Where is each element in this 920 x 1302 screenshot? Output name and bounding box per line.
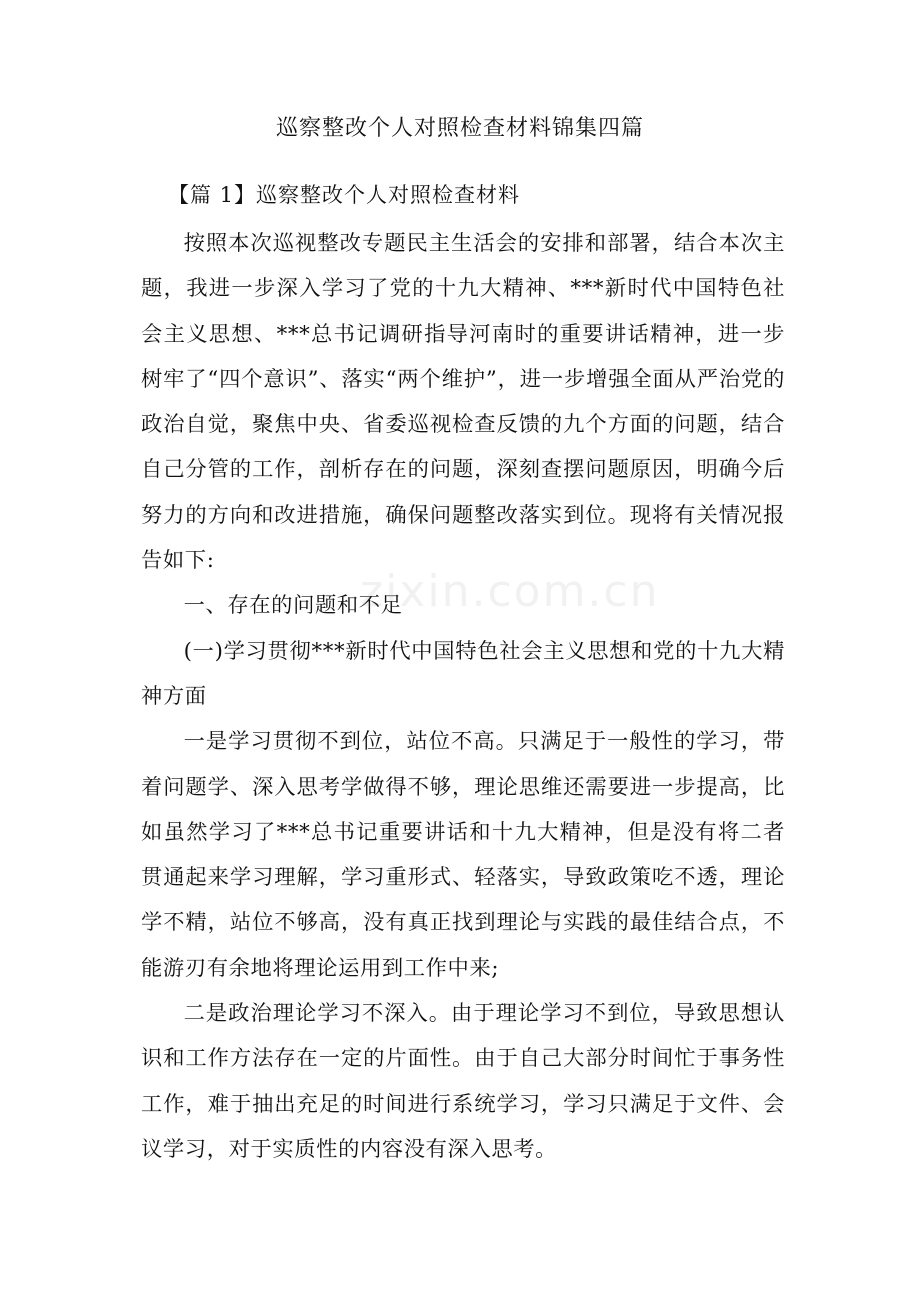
document-title: 巡察整改个人对照检查材料锦集四篇 bbox=[275, 116, 644, 141]
watermark: zixin.com.cn bbox=[360, 566, 660, 617]
document-body bbox=[141, 221, 785, 1172]
section-title: 【篇 1】巡察整改个人对照检查材料 bbox=[168, 183, 521, 207]
paragraph-point-one: 一是学习贯彻不到位，站位不高。只满足于一般性的学习，带着问题学、深入思考学做得不够，理论思维还需要进一步提高，比如虽然学习了***总书记重要讲话和十九大精神，但是没有将二者贯通起来学习理解，学习重形式、轻落实，导致政策吃不透，理论学不精，站位不够高，没有真正找到理论与实践的最佳结合点，不能游刃有余地将理论运用到工作中来; bbox=[141, 729, 785, 981]
paragraph-heading-problems: 一、存在的问题和不足 bbox=[183, 593, 403, 619]
paragraph-intro: 按照本次巡视整改专题民主生活会的安排和部署，结合本次主题，我进一步深入学习了党的十九大精神、***新时代中国特色社会主义思想、***总书记调研指导河南时的重要讲话精神，进一步树牢了“四个意识”、落实“两个维护”，进一步增强全面从严治党的政治自觉，聚焦中央、省委巡视检查反馈的九个方面的问题，结合自己分管的工作，剖析存在的问题，深刻查摆问题原因，明确今后努力的方向和改进措施，确保问题整改落实到位。现将有关情况报告如下: bbox=[141, 231, 785, 574]
paragraph-point-two: 二是政治理论学习不深入。由于理论学习不到位，导致思想认识和工作方法存在一定的片面性。由于自己大部分时间忙于事务性工作，难于抽出充足的时间进行系统学习，学习只满足于文件、会议学习，对于实质性的内容没有深入思考。 bbox=[141, 1001, 785, 1162]
paragraph-subheading-study: (一)学习贯彻***新时代中国特色社会主义思想和党的十九大精神方面 bbox=[141, 638, 785, 709]
